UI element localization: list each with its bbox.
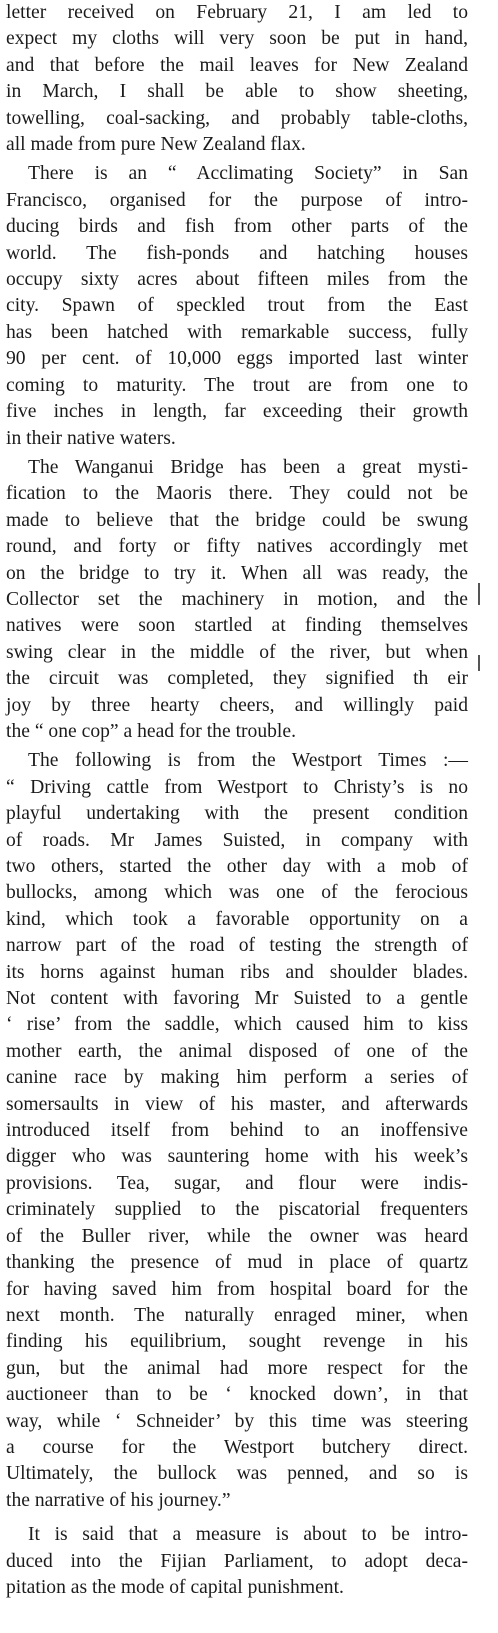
text-line: thanking the presence of mud in place of quartz (6, 1252, 468, 1274)
text-line: auctioneer than to be ‘ knocked down’, in that (6, 1384, 468, 1406)
text-line: ‘ rise’ from the saddle, which caused him to kiss (6, 1014, 468, 1036)
text-line: expect my cloths will very soon be put in hand, (6, 28, 468, 50)
text-line: made to believe that the bridge could be swung (6, 509, 468, 531)
text-line: in their native waters. (6, 427, 176, 449)
text-line: natives were soon startled at finding themselves (6, 615, 468, 637)
text-line: There is an “ Acclimating Society” in San (28, 163, 468, 185)
newspaper-column (6, 0, 468, 1601)
text-line: gun, but the animal had more respect for the (6, 1357, 468, 1379)
text-line: on the bridge to try it. When all was ready, the (6, 562, 468, 584)
paragraph-acclimating-society (6, 161, 468, 451)
text-line: its horns against human ribs and shoulder blades. (6, 961, 468, 983)
text-line: The following is from the Westport Times :— (28, 750, 468, 772)
margin-scan-mark (478, 655, 480, 671)
text-line: duced into the Fijian Parliament, to adopt deca- (6, 1550, 468, 1572)
text-line: for having saved him from hospital board for the (6, 1278, 468, 1300)
text-line: of roads. Mr James Suisted, in company with (6, 829, 468, 851)
text-line: the “ one cop” a head for the trouble. (6, 720, 296, 742)
text-line: five inches in length, far exceeding their growth (6, 401, 468, 423)
text-line: It is said that a measure is about to be intro- (28, 1524, 468, 1546)
paragraph-wanganui-bridge (6, 455, 468, 745)
text-line: Francisco, organised for the purpose of intro- (6, 189, 468, 211)
paragraph-westport-times (6, 748, 468, 1514)
paragraph-flax-cloths (6, 0, 468, 158)
text-line: Not content with favoring Mr Suisted to a gentle (6, 988, 468, 1010)
text-line: world. The fish-ponds and hatching houses (6, 242, 468, 264)
paragraph-fijian-parliament (6, 1522, 468, 1601)
text-line: and that before the mail leaves for New Zealand (6, 54, 468, 76)
text-line: narrow part of the road of testing the strength of (6, 935, 468, 957)
text-line: two others, started the other day with a mob of (6, 856, 468, 877)
margin-scan-mark (478, 583, 480, 605)
text-line: The Wanganui Bridge has been a great mysti- (28, 456, 468, 478)
text-line: playful undertaking with the present condition (6, 803, 468, 825)
text-line: coming to maturity. The trout are from one to (6, 374, 468, 396)
text-line: Ultimately, the bullock was penned, and so is (6, 1463, 468, 1485)
text-line: bullocks, among which was one of the ferocious (6, 882, 468, 904)
text-line: round, and forty or fifty natives accordingly met (6, 536, 468, 558)
text-line: towelling, coal-sacking, and probably table-cloths, (6, 107, 468, 129)
text-line: city. Spawn of speckled trout from the East (6, 295, 468, 317)
text-line: fication to the Maoris there. They could not be (6, 483, 468, 505)
text-line: all made from pure New Zealand flax. (6, 134, 306, 156)
text-line: letter received on February 21, I am led to (6, 2, 468, 23)
text-line: somersaults in view of his master, and afterwards (6, 1093, 468, 1115)
text-line: 90 per cent. of 10,000 eggs imported last winter (6, 348, 468, 370)
text-line: the circuit was completed, they signified th eir (6, 668, 468, 690)
text-line: canine race by making him perform a series of (6, 1067, 468, 1089)
text-line: swing clear in the middle of the river, but when (6, 641, 468, 663)
text-line: way, while ‘ Schneider’ by this time was steering (6, 1410, 468, 1432)
text-line: next month. The naturally enraged miner, when (6, 1304, 468, 1326)
text-line: criminately supplied to the piscatorial frequenters (6, 1199, 468, 1221)
text-line: finding his equilibrium, sought revenge in his (6, 1331, 468, 1353)
text-line: ducing birds and fish from other parts of the (6, 216, 468, 238)
text-line: digger who was sauntering home with his week’s (6, 1146, 468, 1168)
text-line: kind, which took a favorable opportunity on a (6, 908, 468, 930)
text-line: occupy sixty acres about fifteen miles from the (6, 269, 468, 291)
text-line: provisions. Tea, sugar, and flour were indis- (6, 1172, 468, 1194)
text-line: a course for the Westport butchery direct. (6, 1436, 468, 1458)
text-line: introduced itself from behind to an inoffensive (6, 1120, 468, 1142)
text-line: has been hatched with remarkable success, fully (6, 321, 468, 343)
text-line: in March, I shall be able to show sheeting, (6, 81, 468, 103)
text-line: Collector set the machinery in motion, and the (6, 588, 468, 610)
text-line: of the Buller river, while the owner was heard (6, 1225, 468, 1247)
text-line: joy by three hearty cheers, and willingly paid (6, 694, 468, 716)
text-line: pitation as the mode of capital punishment. (6, 1576, 344, 1598)
text-line: the narrative of his journey.” (6, 1489, 231, 1511)
text-line: “ Driving cattle from Westport to Christy’s is no (6, 776, 468, 798)
text-line: mother earth, the animal disposed of one of the (6, 1040, 468, 1062)
